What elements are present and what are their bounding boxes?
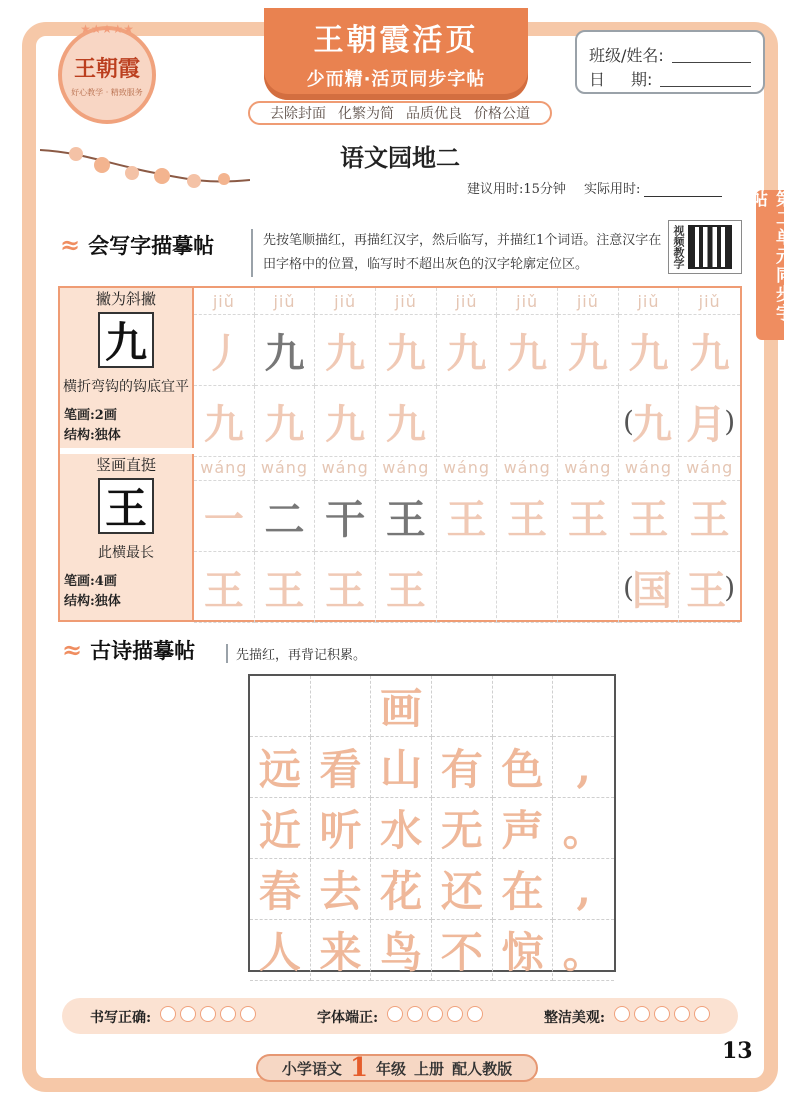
blank-practice-cell[interactable]: [437, 386, 497, 456]
rating-star-icon[interactable]: [654, 1006, 670, 1022]
rating-label: 书写正确:: [90, 1009, 152, 1026]
poem-cell[interactable]: 去: [311, 859, 372, 920]
trace-cell[interactable]: 王: [385, 495, 426, 543]
pinyin-cell: jiǔ: [637, 291, 660, 311]
blank-practice-cell[interactable]: [558, 552, 618, 622]
section-2-title: 古诗描摹帖: [90, 638, 196, 663]
trace-cell[interactable]: 丿: [203, 329, 244, 377]
poem-cell[interactable]: 有: [432, 737, 493, 798]
trace-cell[interactable]: 九: [689, 329, 730, 377]
plum-blossom-decoration-icon: [40, 140, 250, 200]
practice-grid: [194, 288, 740, 448]
pinyin-cell: wáng: [564, 457, 612, 477]
edition-volume: 上册: [414, 1059, 445, 1078]
structure: 结构:独体: [64, 594, 121, 609]
date-field[interactable]: [660, 69, 751, 87]
stroke-tip-top: 竖画直挺: [95, 456, 156, 474]
date-label-1: 日: [589, 69, 606, 89]
rating-star-icon[interactable]: [467, 1006, 483, 1022]
poem-cell[interactable]: 来: [311, 920, 372, 981]
word-practice-cell[interactable]: ( 九: [623, 400, 672, 448]
pinyin-cell: jiǔ: [455, 291, 478, 311]
brand-logo: [58, 22, 156, 124]
rating-star-icon[interactable]: [180, 1006, 196, 1022]
date-row: [589, 66, 751, 90]
rating-stars[interactable]: [614, 1006, 710, 1022]
rating-star-icon[interactable]: [200, 1006, 216, 1022]
poem-cell[interactable]: 不: [432, 920, 493, 981]
trace-cell[interactable]: 九: [628, 329, 669, 377]
actual-time-field[interactable]: [644, 184, 722, 197]
rating-label: 字体端正:: [316, 1009, 379, 1026]
pinyin-cell: wáng: [503, 457, 551, 477]
section-title-1: [60, 230, 214, 260]
trace-cell[interactable]: 九: [325, 400, 366, 448]
pinyin-cell: wáng: [624, 457, 673, 477]
poem-cell[interactable]: 看: [311, 737, 372, 798]
pinyin-cell: jiǔ: [273, 291, 296, 311]
stroke-tip-bottom: 此横最长: [98, 545, 154, 561]
poem-cell[interactable]: 无: [432, 798, 493, 859]
pinyin-cell: wáng: [200, 457, 248, 477]
trace-cell[interactable]: 一: [203, 495, 244, 543]
poem-cell[interactable]: 还: [432, 859, 493, 920]
trace-cell[interactable]: 九: [203, 400, 244, 448]
suggested-time: 建议用时:15分钟: [467, 182, 566, 197]
rating-label: 整洁美观:: [543, 1009, 606, 1026]
pinyin-cell: jiǔ: [576, 291, 599, 311]
stroke-count: 笔画:4画: [64, 574, 117, 589]
poem-cell[interactable]: 山: [371, 737, 432, 798]
trace-cell[interactable]: 王: [446, 495, 487, 543]
pinyin-cell: jiǔ: [212, 291, 235, 311]
logo-text: 王朝霞: [73, 56, 140, 82]
trace-cell[interactable]: 王: [628, 495, 669, 543]
poem-cell[interactable]: 近: [250, 798, 311, 859]
model-character: 王: [98, 478, 154, 534]
trace-cell[interactable]: 王: [325, 566, 366, 614]
pinyin-cell: jiǔ: [394, 291, 417, 311]
poem-cell[interactable]: 声: [493, 798, 554, 859]
brand-subtitle: 少而精·活页同步字帖: [306, 69, 486, 90]
rating-star-icon[interactable]: [387, 1006, 403, 1022]
section-2-instruction: 先描红，再背记积累。: [226, 644, 366, 663]
trace-cell[interactable]: 王: [689, 495, 730, 543]
practice-grid: [194, 454, 740, 620]
poem-cell[interactable]: 色: [493, 737, 554, 798]
trace-cell[interactable]: 王: [567, 495, 608, 543]
poem-cell[interactable]: [311, 676, 372, 737]
side-tab: 第二单元同步字帖: [756, 190, 784, 340]
poem-cell[interactable]: 水: [371, 798, 432, 859]
character-meta: [64, 572, 121, 612]
section-1-instruction: 先按笔顺描红，再描红汉字，然后临写，并描红1个词语。注意汉字在田字格中的位置，临写时不超出灰色的汉字轮廓定位区。: [251, 229, 663, 277]
brand-banner: [264, 8, 528, 100]
pinyin-cell: wáng: [260, 457, 309, 477]
rating-star-icon[interactable]: [240, 1006, 256, 1022]
poem-cell[interactable]: 花: [371, 859, 432, 920]
date-label-2: 期:: [631, 69, 653, 89]
rating-bar: [62, 998, 738, 1034]
poem-cell[interactable]: [432, 676, 493, 737]
pinyin-cell: wáng: [686, 457, 734, 477]
character-info: [60, 454, 194, 620]
word-practice-cell[interactable]: ( 国: [623, 566, 672, 614]
section-1-title: 会写字描摹帖: [88, 233, 215, 258]
poem-cell[interactable]: 惊: [493, 920, 554, 981]
pinyin-cell: wáng: [442, 457, 491, 477]
trace-cell[interactable]: 九: [264, 329, 305, 377]
student-info-box: [575, 30, 765, 94]
character-info: [60, 288, 194, 448]
qr-label: 视频教学: [672, 225, 685, 269]
poem-punct-cell[interactable]: ,: [553, 737, 614, 798]
trace-cell[interactable]: 九: [507, 329, 548, 377]
rating-star-icon[interactable]: [674, 1006, 690, 1022]
poem-cell[interactable]: 人: [250, 920, 311, 981]
wave-mark-icon: ≈: [62, 635, 83, 664]
stroke-count: 笔画:2画: [64, 408, 117, 423]
slogan-item: 价格公道: [474, 106, 530, 122]
poem-title-cell[interactable]: 画: [371, 676, 432, 737]
wave-mark-icon: ≈: [60, 230, 81, 259]
trace-cell[interactable]: 九: [325, 329, 366, 377]
qr-code-icon[interactable]: [688, 225, 732, 269]
edition-label: [256, 1054, 538, 1082]
class-name-field[interactable]: [672, 45, 751, 63]
trace-cell[interactable]: 九: [264, 400, 305, 448]
pinyin-cell: jiǔ: [334, 291, 357, 311]
page-title: 语文园地二: [340, 143, 460, 172]
class-name-label: 班级/姓名:: [589, 45, 664, 65]
poem-cell[interactable]: 在: [493, 859, 554, 920]
model-character: 九: [98, 312, 154, 368]
rating-stars[interactable]: [160, 1006, 256, 1022]
slogan-item: 化繁为简: [338, 106, 394, 122]
rating-neatness-of-style: [317, 1006, 483, 1027]
edition-publisher: 配人教版: [452, 1059, 513, 1078]
practice-table: [58, 286, 742, 622]
qr-code-box[interactable]: [668, 220, 742, 274]
pinyin-cell: jiǔ: [516, 291, 539, 311]
edition-grade-unit: 年级: [376, 1059, 407, 1078]
pinyin-cell: jiǔ: [698, 291, 721, 311]
section-title-2: [62, 635, 195, 665]
poem-cell[interactable]: 远: [250, 737, 311, 798]
brand-title: 王朝霞活页: [313, 23, 479, 58]
stroke-tip-bottom: 横折弯钩的钩底宜平: [63, 379, 189, 395]
blank-practice-cell[interactable]: [497, 386, 557, 456]
blank-practice-cell[interactable]: [558, 386, 618, 456]
trace-cell[interactable]: 九: [446, 329, 487, 377]
time-info: [467, 178, 722, 197]
actual-time-label: 实际用时:: [583, 182, 641, 197]
class-name-row: [589, 42, 751, 66]
rating-star-icon[interactable]: [160, 1006, 176, 1022]
poem-cell[interactable]: 听: [311, 798, 372, 859]
rating-star-icon[interactable]: [694, 1006, 710, 1022]
blank-practice-cell[interactable]: [437, 552, 497, 622]
character-row: [60, 288, 740, 454]
rating-correctness: [90, 1006, 256, 1027]
trace-cell[interactable]: 干: [325, 495, 366, 543]
trace-cell[interactable]: 九: [385, 329, 426, 377]
word-practice-cell[interactable]: 月 ): [686, 400, 736, 448]
poem-cell[interactable]: 春: [250, 859, 311, 920]
slogan-item: 去除封面: [270, 106, 326, 122]
trace-cell[interactable]: 王: [203, 566, 244, 614]
rating-star-icon[interactable]: [634, 1006, 650, 1022]
poem-cell[interactable]: 鸟: [371, 920, 432, 981]
edition-grade-number: 1: [349, 1053, 369, 1083]
rating-stars[interactable]: [387, 1006, 483, 1022]
poem-cell[interactable]: [553, 676, 614, 737]
logo-stars-icon: ★★★★★: [80, 22, 134, 36]
rating-star-icon[interactable]: [220, 1006, 236, 1022]
rating-star-icon[interactable]: [427, 1006, 443, 1022]
rating-cleanliness: [544, 1006, 710, 1027]
trace-cell[interactable]: 王: [385, 566, 426, 614]
trace-cell[interactable]: 九: [385, 400, 426, 448]
poem-grid: [248, 674, 616, 977]
edition-subject: 小学语文: [281, 1059, 342, 1078]
poem-punct-cell[interactable]: 。: [553, 920, 614, 981]
rating-star-icon[interactable]: [447, 1006, 463, 1022]
poem-cell[interactable]: [493, 676, 554, 737]
page-number: 13: [722, 1038, 753, 1064]
pinyin-cell: wáng: [382, 457, 430, 477]
blank-practice-cell[interactable]: [497, 552, 557, 622]
poem-cell[interactable]: [250, 676, 311, 737]
word-practice-cell[interactable]: 王 ): [686, 566, 736, 614]
rating-star-icon[interactable]: [407, 1006, 423, 1022]
logo-subtext: 好心教学 · 精致服务: [71, 88, 143, 97]
pinyin-cell: wáng: [321, 457, 369, 477]
structure: 结构:独体: [64, 428, 121, 443]
trace-cell[interactable]: 二: [264, 495, 305, 543]
stroke-tip-top: 撇为斜撇: [95, 290, 156, 308]
character-meta: [64, 406, 121, 446]
character-row: [60, 454, 740, 620]
rating-star-icon[interactable]: [614, 1006, 630, 1022]
slogan-item: 品质优良: [406, 106, 462, 122]
trace-cell[interactable]: 九: [567, 329, 608, 377]
trace-cell[interactable]: 王: [507, 495, 548, 543]
slogan-bar: [248, 101, 552, 125]
poem-punct-cell[interactable]: ,: [553, 859, 614, 920]
poem-punct-cell[interactable]: 。: [553, 798, 614, 859]
trace-cell[interactable]: 王: [264, 566, 305, 614]
